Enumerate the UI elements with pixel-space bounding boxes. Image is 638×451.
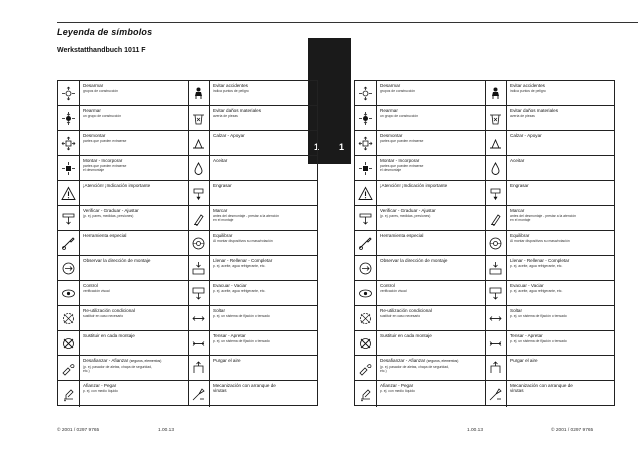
grease-icon (485, 181, 507, 205)
symbol-text (510, 208, 613, 223)
symbol-row (58, 231, 188, 256)
lock-tighten-icon (58, 356, 80, 380)
symbol-row (188, 356, 318, 381)
symbol-row (58, 256, 188, 281)
symbol-label-note: (seguros, elementos) (129, 359, 162, 363)
symbol-description: antes del desmontaje - prestar a la atención en el montaje (213, 214, 279, 223)
symbol-label: Mecanización con arranque de virutas (213, 383, 276, 394)
symbol-description: Al montar dispositivos su masa/rotación (510, 239, 570, 244)
symbol-text (213, 383, 316, 393)
install-icon (58, 156, 80, 180)
symbol-description: un grupo de construcción (83, 114, 122, 119)
symbol-row (355, 256, 485, 281)
symbol-text (510, 233, 613, 244)
symbol-description: (p. ej. pares, medidas, presiones) (83, 214, 134, 219)
symbol-description: p. ej. aceite, agua refrigerante, etc. (510, 264, 563, 269)
tab-number-right: 1 (339, 142, 345, 152)
symbol-label: Aceitar (510, 158, 525, 163)
symbol-text (213, 283, 316, 294)
loosen-icon (188, 306, 210, 330)
symbol-row (58, 281, 188, 306)
symbol-row (485, 306, 615, 331)
assemble-icon (355, 106, 377, 130)
oil-icon (485, 156, 507, 180)
symbol-row (58, 381, 188, 407)
symbol-description: Al montar dispositivos su masa/rotación (213, 239, 273, 244)
symbol-label: Evitar accidentes (510, 83, 545, 88)
symbol-row (188, 331, 318, 356)
symbol-description: p. ej. con medio líquido (83, 389, 118, 394)
avoid-accident-icon (485, 81, 507, 105)
symbol-label: Llenar - Rellenar - Completar (510, 258, 570, 263)
symbol-row (188, 81, 318, 106)
symbol-label: Calzar - Apoyar (213, 133, 245, 138)
symbol-label: Rearmar (83, 108, 101, 113)
heat-icon (485, 131, 507, 155)
observe-direction-icon (58, 256, 80, 280)
balance-icon (485, 231, 507, 255)
symbol-row (485, 81, 615, 106)
symbol-label: Desafianzar - Afianzar (seguros, elementos) (83, 358, 162, 363)
symbol-label: Equilibrar (510, 233, 530, 238)
symbol-label: Herramienta especial (380, 233, 424, 238)
symbol-row (355, 156, 485, 181)
symbol-text (510, 133, 613, 138)
symbol-row (188, 206, 318, 231)
symbol-column (58, 81, 189, 405)
symbol-label: Verificar - Graduar - Ajustar (380, 208, 436, 213)
symbol-row (188, 181, 318, 206)
symbol-label: Llenar - Rellenar - Completar (213, 258, 273, 263)
symbol-row (485, 106, 615, 131)
disassemble-icon (58, 81, 80, 105)
symbol-text (83, 333, 186, 338)
page-subtitle: Werkstatthandbuch 1011 F (57, 47, 146, 54)
reuse-icon (58, 306, 80, 330)
symbol-text (510, 283, 613, 294)
symbol-row (58, 356, 188, 381)
symbol-row (355, 206, 485, 231)
symbol-row (355, 306, 485, 331)
symbol-label: Mecanización con arranque de virutas (510, 383, 573, 394)
symbol-text (213, 158, 316, 163)
replace-icon (355, 331, 377, 355)
symbol-description: p. ej. un sistema de fijación o tensado (510, 314, 567, 319)
symbol-description: partes que pueden extraerse el desmontaje (83, 164, 127, 173)
symbol-text (380, 383, 483, 394)
symbol-row (188, 131, 318, 156)
tension-icon (485, 331, 507, 355)
symbol-text (83, 383, 186, 394)
symbol-text (83, 158, 186, 173)
loosen-icon (485, 306, 507, 330)
symbol-text (83, 308, 186, 319)
symbol-row (58, 181, 188, 206)
symbol-label: Desmontar (83, 133, 106, 138)
symbol-row (355, 131, 485, 156)
symbol-description: (p. ej. pasador de aletas, chapa de seguridad, etc.) (83, 365, 152, 374)
grease-icon (188, 181, 210, 205)
symbol-row (355, 356, 485, 381)
symbol-label: Observar la dirección de montaje (380, 258, 448, 263)
symbol-row (58, 206, 188, 231)
symbol-label: Control (83, 283, 98, 288)
symbol-label: Herramienta especial (83, 233, 127, 238)
symbol-text (510, 308, 613, 319)
symbol-label: ¡Atención! ¡Indicación importante (380, 183, 448, 188)
symbol-row (355, 331, 485, 356)
tab-number-left: 1 (314, 142, 320, 152)
observe-direction-icon (355, 256, 377, 280)
symbol-description: p. ej. aceite, agua refrigerante, etc. (213, 264, 266, 269)
symbol-label: Montar - Incorporar (83, 158, 123, 163)
symbol-label: Verificar - Graduar - Ajustar (83, 208, 139, 213)
starter-icon (485, 381, 507, 407)
assemble-icon (58, 106, 80, 130)
symbol-row (188, 256, 318, 281)
dismount-icon (355, 131, 377, 155)
control-icon (355, 281, 377, 305)
symbol-row (485, 281, 615, 306)
symbol-text (213, 333, 316, 344)
symbol-text (510, 183, 613, 188)
symbol-description: p. ej. un sistema de fijación o tensado (510, 339, 567, 344)
symbol-label: Purgar el aire (213, 358, 241, 363)
symbol-text (380, 133, 483, 144)
replace-icon (58, 331, 80, 355)
symbol-text (510, 383, 613, 393)
symbol-table-left (57, 80, 318, 406)
symbol-description: indica puntos de peligro (213, 89, 249, 94)
symbol-text (213, 183, 316, 188)
symbol-label: Evitar daños materiales (510, 108, 559, 113)
symbol-text (510, 83, 613, 94)
symbol-description: antes del desmontaje - prestar a la atención en el montaje (510, 214, 576, 223)
mark-icon (188, 206, 210, 230)
symbol-description: partes que pueden extraerse (83, 139, 127, 144)
lock-tighten-icon (355, 356, 377, 380)
symbol-description: (p. ej. pares, medidas, presiones) (380, 214, 431, 219)
symbol-text (380, 108, 483, 119)
symbol-label: Sustituir en cada montaje (380, 333, 432, 338)
symbol-row (485, 356, 615, 381)
symbol-row (188, 281, 318, 306)
symbol-row (58, 306, 188, 331)
symbol-column (355, 81, 486, 405)
install-icon (355, 156, 377, 180)
symbol-text (213, 308, 316, 319)
glue-icon (355, 381, 377, 407)
symbol-description: indica puntos de peligro (510, 89, 546, 94)
symbol-description: partes que pueden extraerse (380, 139, 424, 144)
fill-icon (188, 256, 210, 280)
symbol-label: Engrasar (510, 183, 529, 188)
symbol-text (213, 233, 316, 244)
drain-icon (188, 281, 210, 305)
symbol-text (380, 183, 483, 188)
oil-icon (188, 156, 210, 180)
symbol-label: Re-utilización condicional (380, 308, 432, 313)
symbol-label: Aceitar (213, 158, 228, 163)
symbol-row (485, 231, 615, 256)
symbol-text (83, 108, 186, 119)
symbol-text (213, 208, 316, 223)
symbol-label: Desmontar (380, 133, 403, 138)
symbol-description: p. ej. aceite, agua refrigerante, etc. (213, 289, 266, 294)
reuse-icon (355, 306, 377, 330)
symbol-text (380, 358, 483, 374)
avoid-damage-icon (485, 106, 507, 130)
symbol-text (83, 83, 186, 94)
symbol-text (83, 133, 186, 144)
dismount-icon (58, 131, 80, 155)
symbol-description: partes que pueden extraerse el desmontaje (380, 164, 424, 173)
symbol-text (380, 308, 483, 319)
symbol-text (380, 83, 483, 94)
adjust-icon (355, 206, 377, 230)
symbol-text (380, 158, 483, 173)
symbol-row (355, 381, 485, 407)
header-rule (57, 22, 638, 23)
symbol-description: grupos de construcción (83, 89, 119, 94)
symbol-row (355, 81, 485, 106)
symbol-text (380, 208, 483, 219)
symbol-text (213, 108, 316, 119)
symbol-column (485, 81, 615, 405)
drain-icon (485, 281, 507, 305)
symbol-row (58, 131, 188, 156)
starter-icon (188, 381, 210, 407)
symbol-label: Marcar (213, 208, 228, 213)
symbol-row (485, 181, 615, 206)
tension-icon (188, 331, 210, 355)
fill-icon (485, 256, 507, 280)
footer-page-right: 1.00.13 (467, 428, 484, 433)
symbol-description: p. ej. un sistema de fijación o tensado (213, 339, 270, 344)
avoid-damage-icon (188, 106, 210, 130)
symbol-label: Afianzar - Pegar (83, 383, 117, 388)
symbol-label: Tensar - Apretar (510, 333, 543, 338)
symbol-label: Soltar (213, 308, 226, 313)
symbol-text (380, 233, 483, 238)
symbol-row (485, 131, 615, 156)
symbol-row (355, 231, 485, 256)
symbol-table-right (354, 80, 615, 406)
symbol-label: Montar - Incorporar (380, 158, 420, 163)
symbol-row (485, 156, 615, 181)
symbol-text (510, 333, 613, 344)
symbol-text (83, 258, 186, 263)
symbol-text (510, 258, 613, 269)
symbol-description: sustituir en caso necesario (380, 314, 421, 319)
symbol-row (58, 331, 188, 356)
footer-page-left: 1.00.13 (158, 428, 175, 433)
symbol-row (355, 106, 485, 131)
symbol-label: Engrasar (213, 183, 232, 188)
symbol-label: Re-utilización condicional (83, 308, 135, 313)
symbol-text (380, 258, 483, 263)
symbol-label: Marcar (510, 208, 525, 213)
symbol-label: Purgar el aire (510, 358, 538, 363)
bleed-icon (188, 356, 210, 380)
symbol-label: Calzar - Apoyar (510, 133, 542, 138)
footer-copyright-left: © 2001 / 0297 9765 (57, 428, 100, 433)
footer-copyright-right: © 2001 / 0297 9765 (551, 428, 594, 433)
symbol-text (510, 358, 613, 363)
symbol-text (83, 208, 186, 219)
symbol-description: verificación visual (83, 289, 110, 294)
symbol-row (485, 256, 615, 281)
symbol-row (355, 281, 485, 306)
bleed-icon (485, 356, 507, 380)
symbol-row (485, 331, 615, 356)
symbol-text (83, 183, 186, 188)
symbol-label: Soltar (510, 308, 523, 313)
symbol-row (485, 206, 615, 231)
symbol-row (188, 231, 318, 256)
symbol-label: Control (380, 283, 395, 288)
symbol-row (188, 106, 318, 131)
symbol-description: avería de piezas (213, 114, 238, 119)
symbol-description: (p. ej. pasador de aletas, chapa de seguridad, etc.) (380, 365, 449, 374)
page-title: Leyenda de símbolos (57, 27, 153, 37)
symbol-label: Evacuar - Vaciar (510, 283, 544, 288)
symbol-label: Evacuar - Vaciar (213, 283, 247, 288)
warning-icon (355, 181, 377, 205)
symbol-text (213, 258, 316, 269)
symbol-row (188, 381, 318, 407)
balance-icon (188, 231, 210, 255)
symbol-label: Equilibrar (213, 233, 233, 238)
symbol-row (485, 381, 615, 407)
symbol-column (188, 81, 318, 405)
symbol-description: p. ej. aceite, agua refrigerante, etc. (510, 289, 563, 294)
symbol-label: Evitar daños materiales (213, 108, 262, 113)
adjust-icon (58, 206, 80, 230)
symbol-row (188, 306, 318, 331)
symbol-label: Desafianzar - Afianzar (seguros, elementos) (380, 358, 459, 363)
symbol-label: Tensar - Apretar (213, 333, 246, 338)
warning-icon (58, 181, 80, 205)
symbol-text (83, 283, 186, 294)
symbol-text (213, 83, 316, 94)
symbol-description: grupos de construcción (380, 89, 416, 94)
symbol-label: Rearmar (380, 108, 398, 113)
symbol-label-note: (seguros, elementos) (426, 359, 459, 363)
symbol-label: Desarmar (83, 83, 104, 88)
symbol-label: Observar la dirección de montaje (83, 258, 151, 263)
symbol-description: sustituir en caso necesario (83, 314, 124, 319)
disassemble-icon (355, 81, 377, 105)
control-icon (58, 281, 80, 305)
symbol-description: p. ej. con medio líquido (380, 389, 415, 394)
symbol-row (58, 106, 188, 131)
symbol-text (83, 233, 186, 238)
symbol-description: p. ej. un sistema de fijación o tensado (213, 314, 270, 319)
symbol-text (213, 133, 316, 138)
glue-icon (58, 381, 80, 407)
symbol-description: verificación visual (380, 289, 407, 294)
symbol-description: avería de piezas (510, 114, 535, 119)
special-tool-icon (355, 231, 377, 255)
symbol-row (58, 156, 188, 181)
symbol-label: Afianzar - Pegar (380, 383, 414, 388)
heat-icon (188, 131, 210, 155)
mark-icon (485, 206, 507, 230)
symbol-text (380, 283, 483, 294)
symbol-text (83, 358, 186, 374)
symbol-label: Evitar accidentes (213, 83, 248, 88)
symbol-label: ¡Atención! ¡Indicación importante (83, 183, 151, 188)
avoid-accident-icon (188, 81, 210, 105)
symbol-text (213, 358, 316, 363)
symbol-text (510, 108, 613, 119)
symbol-row (355, 181, 485, 206)
symbol-text (510, 158, 613, 163)
symbol-row (58, 81, 188, 106)
symbol-description: un grupo de construcción (380, 114, 419, 119)
symbol-text (380, 333, 483, 338)
special-tool-icon (58, 231, 80, 255)
symbol-label: Sustituir en cada montaje (83, 333, 135, 338)
symbol-row (188, 156, 318, 181)
symbol-label: Desarmar (380, 83, 401, 88)
